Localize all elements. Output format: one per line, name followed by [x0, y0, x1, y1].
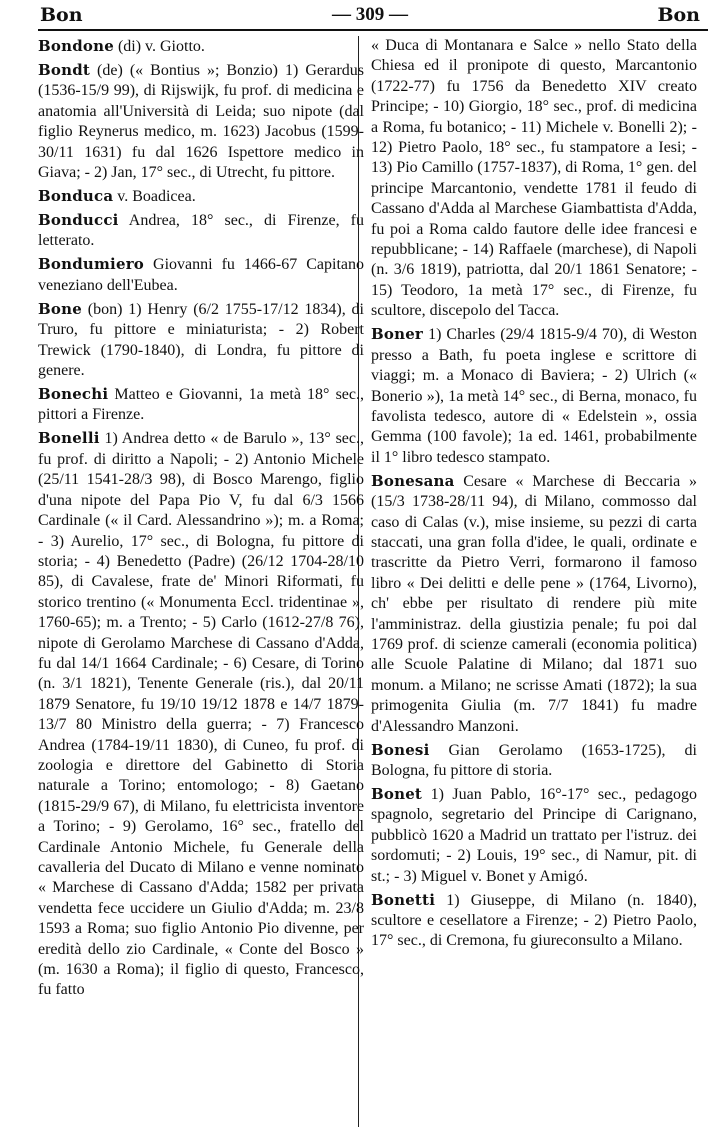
- entry-headword: Bonducci: [38, 211, 119, 230]
- dictionary-entry: [38, 254, 364, 296]
- entry-headword: Bonesana: [371, 471, 455, 490]
- entry-headword: Bondone: [38, 37, 114, 55]
- dictionary-entry: [371, 740, 697, 782]
- entry-text: Giovanni fu 1466-67 Capitano veneziano dell'Eubea.: [38, 256, 364, 294]
- entry-headword: Bonechi: [38, 385, 109, 404]
- dictionary-entry: [38, 186, 364, 207]
- entry-headword: Bone: [38, 299, 82, 318]
- entry-text: 1) Andrea detto « de Barulo », 13° sec., fu prof. di diritto a Napoli; - 2) Antonio Michele (25/11 1541-28/3 98), di Bosco Marengo, figlio d'una nipote del Papa Pio V, fu dal 6/3 1566 Cardinale (« il Card. Alessandrino »); m. a Roma; - 3) Aurelio, 17° sec., di Bologna, fu pittore di storia; - 4) Benedetto (Padre) (26/12 1704-28/10 85), di Cavalese, frate de' Minori Riformati, fu storico trentino (« Monumenta Eccl. tridentinae », 1760-65); m. a Trento; - 5) Carlo (1612-27/8 76), nipote di Gerolamo Marchese di Cassano d'Adda, fu dal 14/1 1664 Cardinale; - 6) Cesare, di Torino (n. 3/1 1821), Tenente Generale (ris.), dal 20/11 1879 Senatore, fu 19/10 19/12 1878 e 14/7 1879-13/7 80 Ministro della guerra; - 7) Francesco Andrea (1784-19/11 1830), di Cuneo, fu prof. di zoologia e direttore del Gabinetto di Storia naturale a Torino; entomologo; - 8) Gaetano (1815-29/9 67), di Milano, fu elettricista inventore a Torino; - 9) Gerolamo, 16° sec., fratello del Cardinale Antonio Michele, fu Generale della cavalleria del Ducato di Milano e venne nominato « Marchese di Cassano d'Adda; 1582 per privata vendetta fece uccidere un Giulio d'Adda; m. 23/8 1593 a Roma; suo figlio Antonio Pio divenne, per eredità dello zio Cardinale, « Conte del Bosco » (m. 1630 a Roma); il figlio di questo, Francesco, fu fatto: [38, 430, 364, 999]
- dictionary-entry: [38, 384, 364, 426]
- entry-headword: Bondt: [38, 61, 91, 79]
- dictionary-entry: [371, 36, 697, 322]
- entry-text: Andrea, 18° sec., di Firenze, fu letterato.: [38, 212, 364, 250]
- entry-text: (de) (« Bontius »; Bonzio) 1) Gerardus (1536-15/9 99), di Rijswijk, fu prof. di medicina e anatomia all'Università di Leida; suo nipote (dal figlio Reynerus medico, m. 1623) Jacobus (1599-30/11 1631) fu dal 1626 Ispettore medico in Giava; - 2) Jan, 17° sec., di Utrecht, fu pittore.: [38, 62, 364, 182]
- entry-headword: Bondumiero: [38, 255, 145, 274]
- entry-headword: Bonduca: [38, 187, 114, 206]
- entry-text: 1) Juan Pablo, 16°-17° sec., pedagogo spagnolo, segretario del Principe di Carignano, pubblicò 1620 a Madrid un trattato per l'istruz. dei sordomuti; - 2) Louis, 19° sec., di Namur, pit. di st.; - 3) Miguel v. Bonet y Amigó.: [371, 786, 697, 885]
- dictionary-entry: [38, 36, 364, 57]
- dictionary-entry: [371, 890, 697, 952]
- entry-text: (bon) 1) Henry (6/2 1755-17/12 1834), di Truro, fu pittore e miniaturista; - 2) Robert Trewick (1790-1840), di Londra, fu pittore di genere.: [38, 300, 364, 380]
- dictionary-entry: [38, 210, 364, 252]
- entry-text: Gian Gerolamo (1653-1725), di Bologna, fu pittore di storia.: [371, 741, 697, 779]
- dictionary-entry: [371, 324, 697, 468]
- entry-text: v. Boadicea.: [113, 188, 196, 206]
- entry-text: (di) v. Giotto.: [113, 38, 205, 55]
- dictionary-entry: [38, 299, 364, 382]
- header-rule: [38, 29, 708, 31]
- left-column: [38, 36, 364, 1003]
- running-head-right: Bon: [657, 4, 700, 26]
- entry-headword: Bonet: [371, 785, 423, 803]
- page-header: [40, 4, 700, 30]
- entry-text: Cesare « Marchese di Beccaria » (15/3 1738-28/11 94), di Milano, commosso dal caso di Calas (v.), mise insieme, su pezzi di carta staccati, una gran folla d'idee, le quali, ordinate e trascritte da Pietro Verri, formarono il famoso libro « Dei delitti e delle pene » (1764, Livorno), ch' ebbe per risultato di rendere più mite l'amministraz. della giustizia penale; fu poi dal 1769 prof. di scienze camerali (economia politica) alle Scuole Palatine di Milano; dal 1871 suo monum. a Milano; ne scrisse Amati (1872); la sua primogenita Giulia (m. 7/7 1841) fu madre d'Alessandro Manzoni.: [371, 472, 697, 735]
- entry-headword: Bonelli: [38, 429, 100, 448]
- right-column: [371, 36, 697, 954]
- dictionary-entry: [38, 60, 364, 183]
- entry-text: Matteo e Giovanni, 1a metà 18° sec., pittori a Firenze.: [38, 386, 364, 424]
- entry-text: 1) Charles (29/4 1815-9/4 70), di Weston presso a Bath, fu poeta inglese e scrittore di viaggi; m. a Monaco di Baviera; - 2) Ulrich (« Bonerio »), 1a metà 14° sec., di Berna, monaco, fu favolista tedesco, autore di « Edelstein », ossia Gemma (100 favole); 1a ed. 1461, probabilmente il 1° libro tedesco stampato.: [371, 326, 697, 466]
- page-number: — 309 —: [332, 4, 408, 25]
- dictionary-entry: [371, 471, 697, 737]
- running-head-left: Bon: [40, 4, 83, 26]
- entry-text: « Duca di Montanara e Salce » nello Stato della Chiesa ed il pronipote di questo, Marcantonio (1722-77) fu 1756 da Benedetto XIV creato Principe; - 10) Giorgio, 18° sec., prof. di medicina a Roma, fu botanico; - 11) Michele v. Bonelli 2); - 12) Pietro Paolo, 18° sec., fu stampatore a Iesi; - 13) Pio Camillo (1757-1837), di Roma, 1° gen. del principe Marcantonio, vendette 1781 il feudo di Cassano d'Adda al Marchese Giambattista d'Adda, fu poi a Roma caldo fautore delle idee francesi e repubblicane; - 14) Raffaele (marchese), di Napoli (n. 3/6 1819), patriotta, dal 20/1 1861 Senatore; - 15) Teodoro, 1a metà 17° sec., di Firenze, fu scultore, discepolo del Tacca.: [371, 37, 697, 320]
- dictionary-entry: [371, 784, 697, 887]
- dictionary-entry: [38, 428, 364, 1000]
- entry-headword: Boner: [371, 325, 424, 344]
- entry-headword: Bonesi: [371, 740, 430, 759]
- entry-text: 1) Giuseppe, di Milano (n. 1840), scultore e cesellatore a Firenze; - 2) Pietro Paolo, 17° sec., di Cremona, fu giureconsulto a Milano.: [371, 891, 697, 950]
- entry-headword: Bonetti: [371, 890, 436, 909]
